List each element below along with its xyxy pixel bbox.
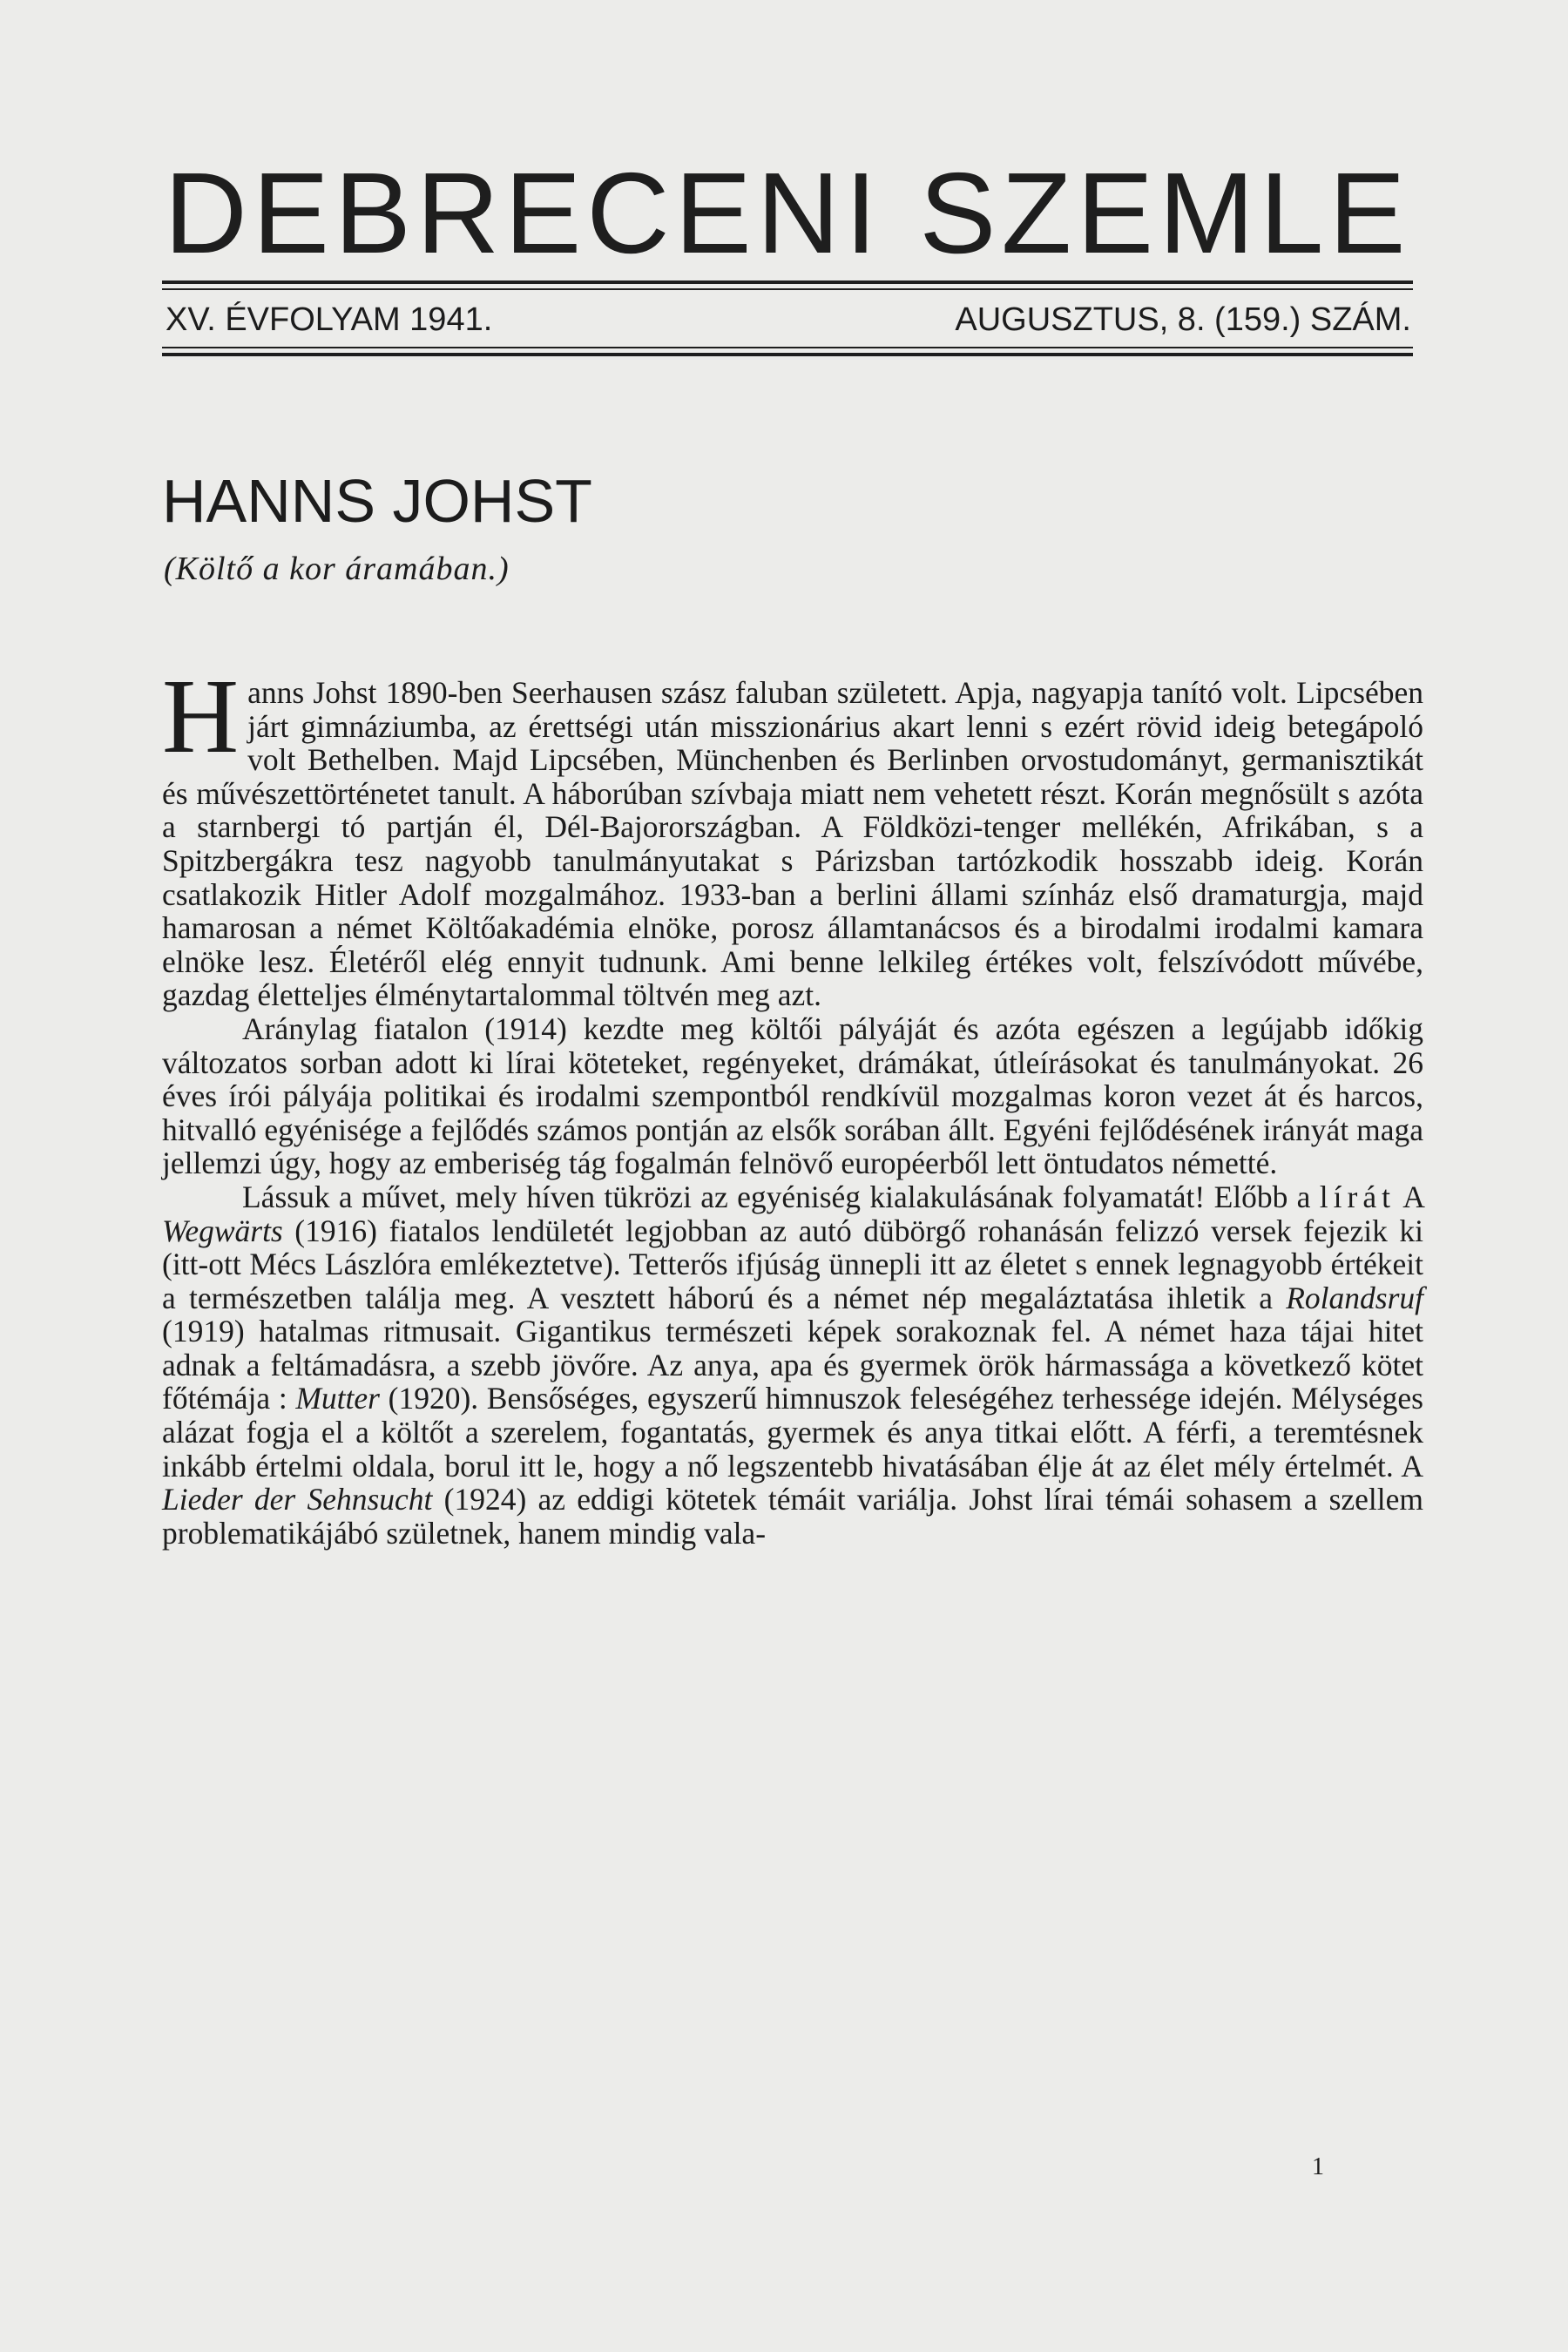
masthead-rule-top-thick [162,280,1413,284]
paragraph-3-text-6: (1924) az eddigi kötetek témáit variálja. Johst lírai témái sohasem a szellem problematikájábó születnek, hanem mindig vala- [162,1482,1423,1551]
article-body [162,658,1423,1551]
paragraph-3-text-3: (1916) fiatalos lendületét legjobban az autó dübörgő rohanásán felizzó versek fejezik ki (itt-ott Mécs Lászlóra emlékeztetve). Tetterős ifjúság ünnepli itt az életet s ennek legnagyobb értékeit a természetben találja meg. A vesztett háború és a német nép megaláztatása ihletik a [162,1213,1423,1315]
masthead-rule-bottom-thick [162,353,1413,356]
page-number: 1 [1312,2153,1324,2180]
volume-label: XV. ÉVFOLYAM 1941. [166,301,493,338]
paragraph-3-text-5: (1920). Bensőséges, egyszerű himnuszok feleségéhez terhessége idején. Mélységes alázat fogja el a költőt a szerelem, fogantatás, gyermek és anya titkai előtt. A férfi, a teremtésnek inkább értelmi oldala, borul itt le, hogy a nő legszentebb hivatásában élje át az élet mély értelmét. A [162,1381,1423,1484]
book-title-wegwarts: Wegwärts [162,1213,283,1248]
masthead-rule-bottom-thin [162,347,1413,348]
paragraph-3-text-1: Lássuk a művet, mely híven tükrözi az egyéniség kialakulásának folyamatát! Előbb a [242,1179,1320,1214]
book-title-rolandsruf: Rolandsruf [1286,1280,1423,1315]
paragraph-1 [162,658,1423,1013]
journal-title: DEBRECENI SZEMLE [164,149,1411,277]
paragraph-3-text-2: A [1395,1179,1423,1214]
article-subtitle: (Költő a kor áramában.) [164,551,510,587]
article-title: HANNS JOHST [162,467,592,535]
paragraph-3-text-4: (1919) hatalmas ritmusait. Gigantikus természeti képek sorakoznak fel. A német haza tájai hitet adnak a feltámadásra, a szebb jövőre. Az anya, apa és gyermek örök hármassága a következő kötet főtémája : [162,1314,1423,1416]
drop-cap: H [162,658,240,775]
issue-date-label: AUGUSZTUS, 8. (159.) SZÁM. [955,301,1411,338]
spaced-emphasis: lírát [1319,1179,1396,1214]
paragraph-3 [162,1180,1423,1551]
book-title-lieder-der-sehnsucht: Lieder der Sehnsucht [162,1482,433,1517]
issue-info-row [166,298,1411,341]
paragraph-1-text: anns Johst 1890-ben Seerhausen szász faluban született. Apja, nagyapja tanító volt. Lipcsében járt gimnáziumba, az érettségi után misszionárius akart lenni s ezért rövid ideig betegápoló volt Bethelben. Majd Lipcsében, Münchenben és Berlinben orvostudományt, germanisztikát és művészettörténetet tanult. A háborúban szívbaja miatt nem vehetett részt. Korán megnősült s azóta a starnbergi tó partján él, Dél-Bajorországban. A Földközi-tenger mellékén, Afrikában, s a Spitzbergákra tesz nagyobb tanulmányutakat s Párizsban tartózkodik hosszabb ideig. Korán csatlakozik Hitler Adolf mozgalmához. 1933-ban a berlini állami színház első dramaturgja, majd hamarosan a német Költőakadémia elnöke, porosz államtanácsos és a birodalmi irodalmi kamara elnöke lesz. Életéről elég ennyit tudnunk. Ami benne lelkileg értékes volt, felszívódott művébe, gazdag életteljes élménytartalommal töltvén meg azt. [162,675,1423,1013]
book-title-mutter: Mutter [295,1381,380,1416]
paragraph-2: Aránylag fiatalon (1914) kezdte meg költői pályáját és azóta egészen a legújabb időkig változatos sorban adott ki lírai köteteket, regényeket, drámákat, útleírásokat és tanulmányokat. 26 éves írói pályája politikai és irodalmi szempontból rendkívül mozgalmas koron vezet át és harcos, hitvalló egyénisége a fejlődés számos pontján az elsők sorában állt. Egyéni fejlődésének irányát maga jellemzi úgy, hogy az emberiség tág fogalmán felnövő européerből lett öntudatos németté. [162,1010,1423,1181]
masthead-rule-top-thin [162,288,1413,290]
